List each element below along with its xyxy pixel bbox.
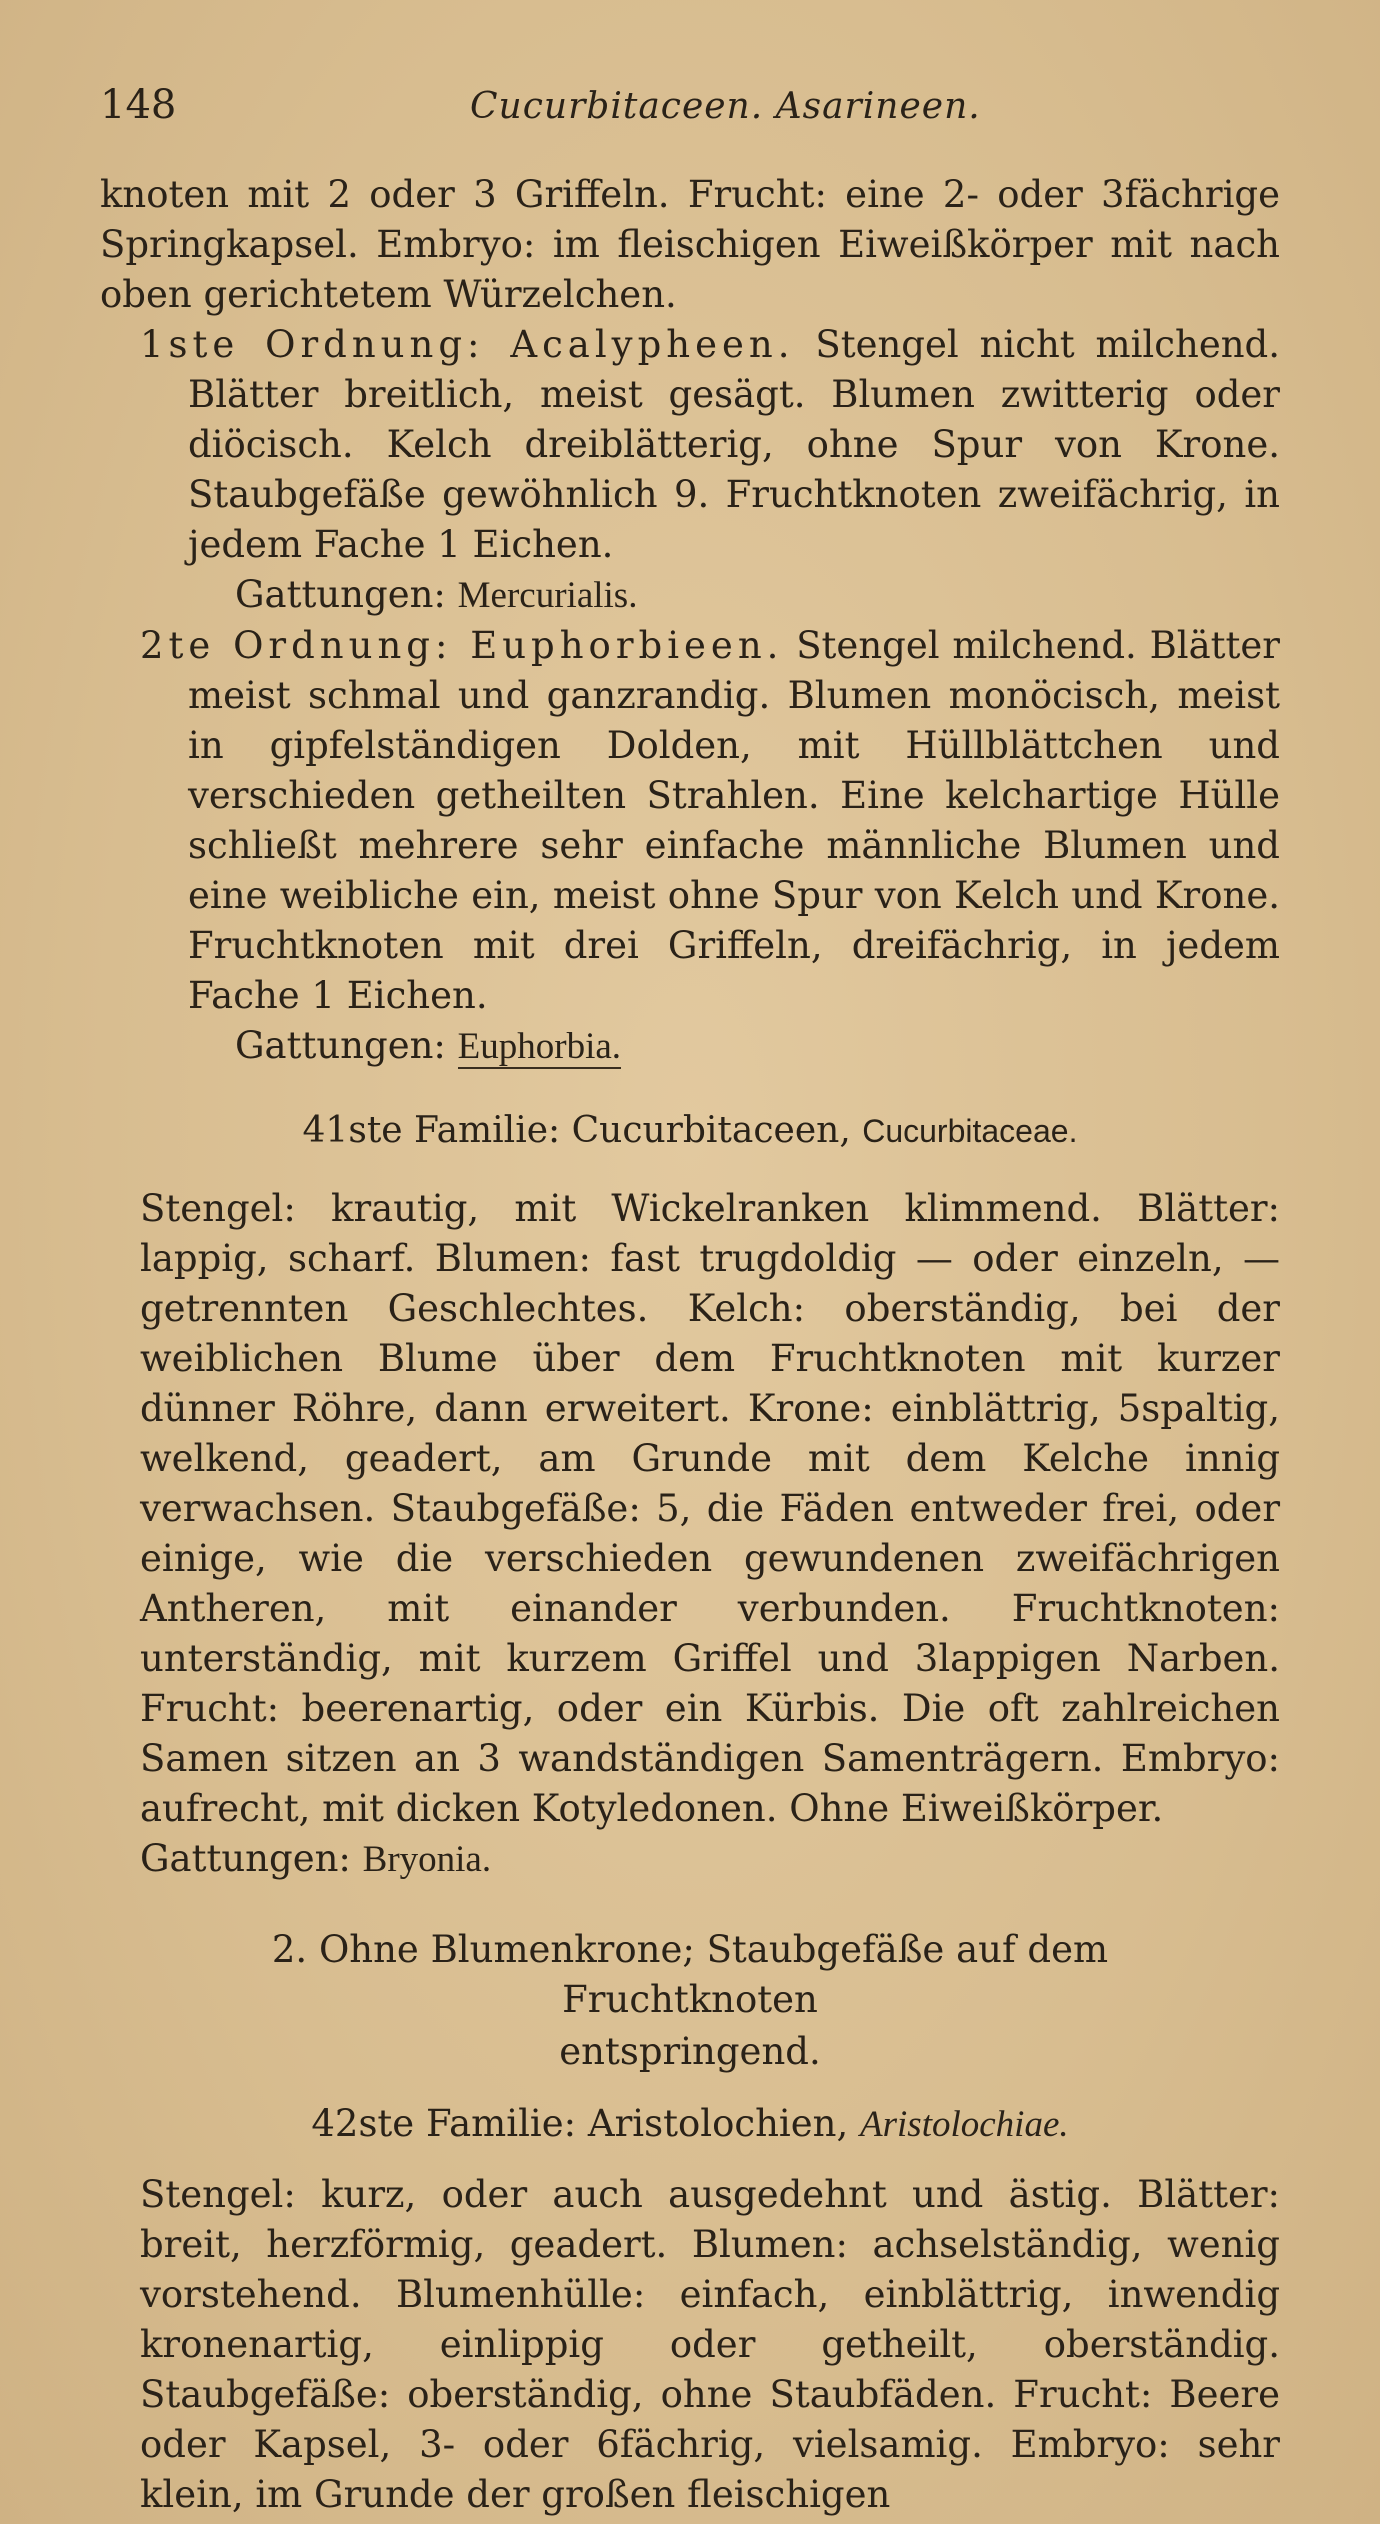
section-2-heading [100, 1925, 1280, 2077]
family-41-title: 41ste Familie: Cucurbitaceen, [302, 1110, 851, 1151]
order-1-text: Stengel nicht milchend. Blätter breitlich, meist gesägt. Blumen zwitterig oder diöcisch. Kelch dreiblätterig, ohne Spur von Krone. Staubgefäße gewöhnlich 9. Fruchtknoten zweifächrig, in jedem Fache 1 Eichen. [188, 323, 1280, 566]
order-1-label: 1ste Ordnung: Acalypheen. [140, 323, 795, 366]
section-2-line-1: 2. Ohne Blumenkrone; Staubgefäße auf dem Fruchtknoten [271, 1928, 1109, 2021]
genera-label: Gattungen: [235, 1024, 446, 1067]
section-2-line-2-text: entspringend. [559, 2030, 821, 2073]
order-1-paragraph [100, 320, 1280, 570]
family-41-genera [100, 1834, 1280, 1885]
order-2-paragraph [100, 621, 1280, 1021]
order-1-genera [100, 570, 1280, 621]
order-2-text: Stengel milchend. Blätter meist schmal und ganzrandig. Blumen monöcisch, meist in gipfelständigen Dolden, mit Hüllblättchen und verschieden getheilten Strahlen. Eine kelchartige Hülle schließt mehrere sehr einfache männliche Blumen und eine weibliche ein, meist ohne Spur von Kelch und Krone. Fruchtknoten mit drei Griffeln, dreifächrig, in jedem Fache 1 Eichen. [188, 624, 1280, 1017]
family-42-latin: Aristolochiae. [860, 2104, 1069, 2145]
genera-value: Mercurialis. [457, 575, 638, 616]
family-41-text: Stengel: krautig, mit Wickelranken klimmend. Blätter: lappig, scharf. Blumen: fast trugdoldig — oder einzeln, — getrennten Geschlechtes. Kelch: oberständig, bei der weiblichen Blume über dem Fruchtknoten mit kurzer dünner Röhre, dann erweitert. Krone: einblättrig, 5spaltig, welkend, geadert, am Grunde mit dem Kelche innig verwachsen. Staubgefäße: 5, die Fäden entweder frei, oder einige, wie die verschieden gewundenen zweifächrigen Antheren, mit einander verbunden. Fruchtknoten: unterständig, mit kurzem Griffel und 3lappigen Narben. Frucht: beerenartig, oder ein Kürbis. Die oft zahlreichen Samen sitzen an 3 wandständigen Samenträgern. Embryo: aufrecht, mit dicken Kotyledonen. Ohne Eiweißkörper. [140, 1187, 1280, 1830]
family-42-heading [100, 2099, 1280, 2150]
page-body [100, 170, 1280, 2520]
family-41-latin: Cucurbitaceae. [862, 1113, 1078, 1149]
order-2-label: 2te Ordnung: Euphorbieen. [140, 624, 784, 667]
page-header [100, 82, 1280, 142]
family-41-heading [100, 1106, 1280, 1156]
family-42-text: Stengel: kurz, oder auch ausgedehnt und ästig. Blätter: breit, herzförmig, geadert. Blumen: achselständig, wenig vorstehend. Blumenhülle: einfach, einblättrig, inwendig kronenartig, einlippig oder getheilt, oberständig. Staubgefäße: oberständig, ohne Staubfäden. Frucht: Beere oder Kapsel, 3- oder 6fächrig, vielsamig. Embryo: sehr klein, im Grunde der großen fleischigen [140, 2173, 1280, 2516]
running-title: Cucurbitaceen. Asarineen. [470, 86, 981, 127]
family-42-title: 42ste Familie: Aristolochien, [311, 2102, 849, 2145]
genera-label: Gattungen: [140, 1837, 351, 1880]
intro-paragraph: knoten mit 2 oder 3 Griffeln. Frucht: eine 2- oder 3fächrige Springkapsel. Embryo: im fleischigen Eiweißkörper mit nach oben gerichtetem Würzelchen. [100, 173, 1280, 316]
section-2-line-2 [140, 2025, 1240, 2077]
genera-value: Bryonia. [362, 1839, 492, 1880]
order-2-genera [100, 1021, 1280, 1072]
page-number: 148 [100, 82, 177, 128]
genera-value: Euphorbia. [457, 1026, 622, 1067]
genera-label: Gattungen: [235, 573, 446, 616]
